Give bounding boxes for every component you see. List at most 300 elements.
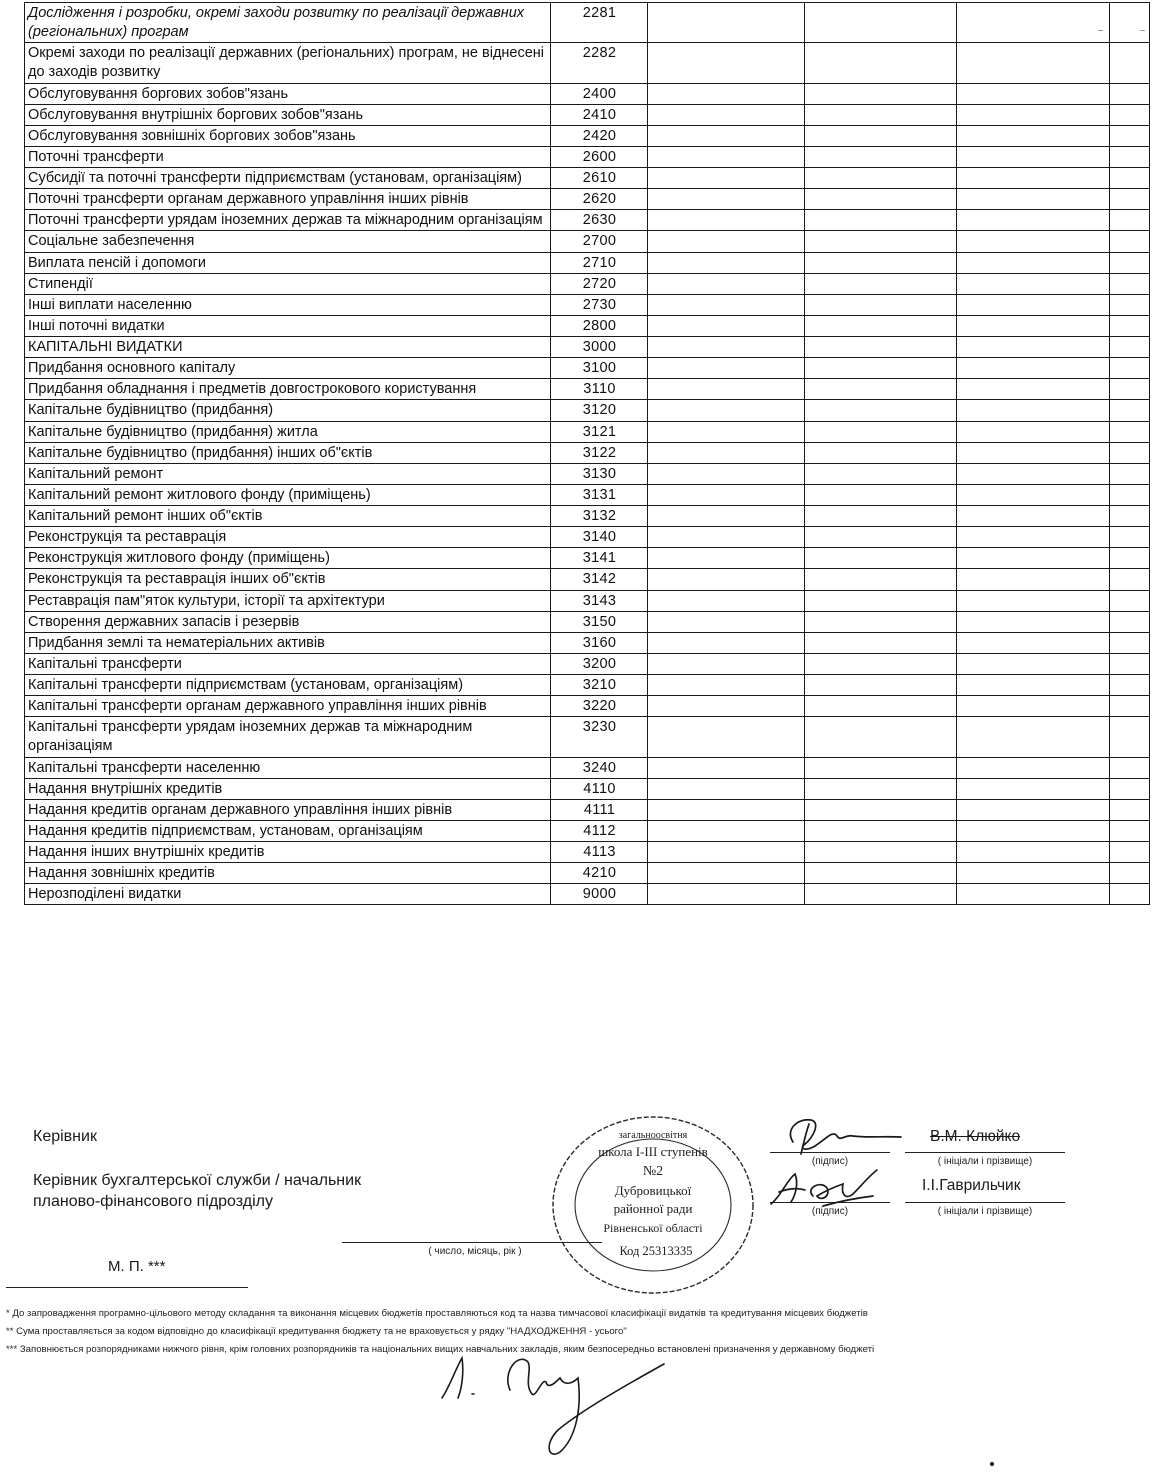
amount-cell	[957, 717, 1110, 757]
amount-cell	[1110, 168, 1150, 189]
amount-cell	[648, 717, 805, 757]
amount-cell	[648, 820, 805, 841]
row-code: 3230	[551, 717, 648, 757]
amount-cell	[648, 696, 805, 717]
amount-cell	[805, 125, 957, 146]
row-code: 3120	[551, 400, 648, 421]
amount-cell	[648, 400, 805, 421]
amount-cell	[1110, 717, 1150, 757]
head-signature	[775, 1112, 905, 1158]
amount-cell	[957, 884, 1110, 905]
amount-cell	[957, 210, 1110, 231]
accountant-title-line2: планово-фінансового підрозділу	[33, 1193, 273, 1210]
table-row	[25, 442, 1150, 463]
amount-cell	[957, 778, 1110, 799]
row-code: 3110	[551, 379, 648, 400]
row-code: 2282	[551, 43, 648, 83]
amount-cell	[1110, 442, 1150, 463]
amount-cell	[1110, 842, 1150, 863]
amount-cell	[805, 842, 957, 863]
row-code: 4111	[551, 799, 648, 820]
row-code: 3132	[551, 506, 648, 527]
table-row	[25, 421, 1150, 442]
amount-cell	[805, 884, 957, 905]
row-label: Соціальне забезпечення	[25, 231, 551, 252]
amount-cell	[648, 527, 805, 548]
row-label: Обслуговування зовнішніх боргових зобов"язань	[25, 125, 551, 146]
amount-cell	[957, 379, 1110, 400]
amount-cell	[805, 210, 957, 231]
amount-cell	[957, 820, 1110, 841]
table-row	[25, 210, 1150, 231]
row-label: Дослідження і розробки, окремі заходи розвитку по реалізації державних (регіональних) програм	[25, 3, 551, 43]
row-label: Субсидії та поточні трансферти підприємствам (установам, організаціям)	[25, 168, 551, 189]
amount-cell	[805, 189, 957, 210]
row-code: 4110	[551, 778, 648, 799]
stamp-line-5: районної ради	[613, 1201, 693, 1216]
amount-cell	[648, 569, 805, 590]
row-code: 3100	[551, 358, 648, 379]
amount-cell	[805, 231, 957, 252]
row-label: Нерозподілені видатки	[25, 884, 551, 905]
table-row	[25, 820, 1150, 841]
amount-cell	[957, 168, 1110, 189]
amount-cell	[805, 43, 957, 83]
row-label: Придбання землі та нематеріальних активів	[25, 632, 551, 653]
accountant-name-line	[905, 1202, 1065, 1203]
bottom-signature	[432, 1348, 672, 1466]
row-label: Поточні трансферти органам державного управління інших рівнів	[25, 189, 551, 210]
amount-cell	[957, 675, 1110, 696]
amount-cell	[957, 590, 1110, 611]
amount-cell	[648, 778, 805, 799]
table-row	[25, 717, 1150, 757]
amount-cell	[1110, 231, 1150, 252]
date-caption: ( число, місяць, рік )	[428, 1246, 522, 1257]
amount-cell	[957, 484, 1110, 505]
amount-cell	[805, 400, 957, 421]
amount-cell	[1110, 294, 1150, 315]
row-label: Стипендії	[25, 273, 551, 294]
row-label: Реконструкція житлового фонду (приміщень)	[25, 548, 551, 569]
accountant-signature	[765, 1166, 895, 1212]
table-row	[25, 632, 1150, 653]
table-row	[25, 168, 1150, 189]
footnote-2: ** Сума проставляється за кодом відповідно до класифікації кредитування бюджету та не враховується у рядку "НАДХОДЖЕННЯ - усього"	[6, 1326, 627, 1337]
amount-cell	[957, 463, 1110, 484]
amount-cell	[805, 379, 957, 400]
amount-cell	[1110, 653, 1150, 674]
amount-cell	[648, 189, 805, 210]
amount-cell	[957, 3, 1110, 43]
amount-cell	[805, 757, 957, 778]
row-code: 3240	[551, 757, 648, 778]
row-label: Створення державних запасів і резервів	[25, 611, 551, 632]
table-row	[25, 273, 1150, 294]
table-row	[25, 696, 1150, 717]
row-label: Капітальний ремонт житлового фонду (приміщень)	[25, 484, 551, 505]
table-row	[25, 252, 1150, 273]
table-row	[25, 294, 1150, 315]
row-code: 3210	[551, 675, 648, 696]
row-label: Поточні трансферти урядам іноземних держав та міжнародним організаціям	[25, 210, 551, 231]
row-label: Надання внутрішніх кредитів	[25, 778, 551, 799]
row-code: 3143	[551, 590, 648, 611]
row-label: Інші поточні видатки	[25, 315, 551, 336]
amount-cell	[957, 294, 1110, 315]
table-row	[25, 43, 1150, 83]
amount-cell	[957, 400, 1110, 421]
row-code: 4210	[551, 863, 648, 884]
head-name	[930, 1128, 1020, 1146]
row-code: 4113	[551, 842, 648, 863]
row-code: 2610	[551, 168, 648, 189]
amount-cell	[648, 379, 805, 400]
table-row	[25, 358, 1150, 379]
head-title: Керівник	[33, 1128, 97, 1145]
amount-cell	[957, 863, 1110, 884]
row-code: 3142	[551, 569, 648, 590]
amount-cell	[1110, 632, 1150, 653]
amount-cell	[1110, 463, 1150, 484]
amount-cell	[1110, 189, 1150, 210]
amount-cell	[957, 189, 1110, 210]
row-label: Надання кредитів підприємствам, установам, організаціям	[25, 820, 551, 841]
amount-cell	[1110, 506, 1150, 527]
amount-cell	[805, 146, 957, 167]
amount-cell	[1110, 104, 1150, 125]
amount-cell	[805, 3, 957, 43]
amount-cell	[648, 83, 805, 104]
table-row	[25, 799, 1150, 820]
amount-cell	[805, 653, 957, 674]
scan-speck	[990, 1462, 994, 1466]
expenditure-table-body	[25, 3, 1150, 905]
amount-cell	[805, 863, 957, 884]
seal-place-label: М. П. ***	[108, 1258, 166, 1275]
amount-cell	[648, 252, 805, 273]
amount-cell	[1110, 252, 1150, 273]
amount-cell	[648, 442, 805, 463]
amount-cell	[957, 632, 1110, 653]
amount-cell	[648, 506, 805, 527]
amount-cell	[648, 484, 805, 505]
amount-cell	[1110, 757, 1150, 778]
accountant-signature-caption: (підпис)	[811, 1206, 849, 1217]
amount-cell	[805, 590, 957, 611]
amount-cell	[1110, 146, 1150, 167]
amount-cell	[1110, 590, 1150, 611]
row-code: 2630	[551, 210, 648, 231]
amount-cell	[1110, 337, 1150, 358]
amount-cell	[805, 463, 957, 484]
amount-cell	[1110, 884, 1150, 905]
table-row	[25, 778, 1150, 799]
row-label: Реконструкція та реставрація інших об"єктів	[25, 569, 551, 590]
amount-cell	[957, 527, 1110, 548]
amount-cell	[1110, 527, 1150, 548]
row-code: 3131	[551, 484, 648, 505]
amount-cell	[1110, 569, 1150, 590]
row-label: Капітальне будівництво (придбання) інших об"єктів	[25, 442, 551, 463]
amount-cell	[648, 3, 805, 43]
amount-cell	[805, 611, 957, 632]
table-row	[25, 104, 1150, 125]
amount-cell	[957, 315, 1110, 336]
row-label: Обслуговування боргових зобов"язань	[25, 83, 551, 104]
table-row	[25, 146, 1150, 167]
row-label: Капітальні трансферти населенню	[25, 757, 551, 778]
amount-cell	[648, 168, 805, 189]
row-label: Капітальне будівництво (придбання)	[25, 400, 551, 421]
amount-cell	[648, 210, 805, 231]
table-row	[25, 884, 1150, 905]
stamp-line-3: №2	[642, 1164, 664, 1179]
row-label: Капітальні трансферти урядам іноземних держав та міжнародним організаціям	[25, 717, 551, 757]
table-row	[25, 842, 1150, 863]
amount-cell	[805, 273, 957, 294]
amount-cell	[805, 358, 957, 379]
row-code: 2620	[551, 189, 648, 210]
amount-cell	[1110, 3, 1150, 43]
amount-cell	[957, 611, 1110, 632]
row-label: Капітальний ремонт	[25, 463, 551, 484]
row-code: 2800	[551, 315, 648, 336]
table-row	[25, 757, 1150, 778]
amount-cell	[1110, 400, 1150, 421]
amount-cell	[1110, 611, 1150, 632]
row-code: 3122	[551, 442, 648, 463]
amount-cell	[805, 675, 957, 696]
table-row	[25, 484, 1150, 505]
amount-cell	[1110, 273, 1150, 294]
amount-cell	[957, 43, 1110, 83]
table-row	[25, 379, 1150, 400]
row-code: 3150	[551, 611, 648, 632]
table-row	[25, 83, 1150, 104]
amount-cell	[1110, 548, 1150, 569]
row-code: 3000	[551, 337, 648, 358]
amount-cell	[648, 315, 805, 336]
amount-cell	[957, 569, 1110, 590]
amount-cell	[648, 632, 805, 653]
table-row	[25, 863, 1150, 884]
table-row	[25, 231, 1150, 252]
amount-cell	[1110, 799, 1150, 820]
row-label: Надання зовнішніх кредитів	[25, 863, 551, 884]
amount-cell	[648, 884, 805, 905]
amount-cell	[957, 653, 1110, 674]
accountant-initials-caption: ( ініціали і прізвище)	[937, 1206, 1033, 1217]
amount-cell	[957, 757, 1110, 778]
amount-cell	[805, 294, 957, 315]
amount-cell	[957, 337, 1110, 358]
row-label: Виплата пенсій і допомоги	[25, 252, 551, 273]
row-code: 3200	[551, 653, 648, 674]
amount-cell	[957, 842, 1110, 863]
table-row	[25, 590, 1150, 611]
amount-cell	[648, 358, 805, 379]
amount-cell	[805, 632, 957, 653]
amount-cell	[805, 104, 957, 125]
row-label: Придбання основного капіталу	[25, 358, 551, 379]
amount-cell	[805, 527, 957, 548]
amount-cell	[1110, 358, 1150, 379]
table-row	[25, 653, 1150, 674]
amount-cell	[805, 252, 957, 273]
amount-cell	[1110, 315, 1150, 336]
table-row	[25, 315, 1150, 336]
amount-cell	[648, 863, 805, 884]
table-row	[25, 337, 1150, 358]
amount-cell	[1110, 820, 1150, 841]
row-code: 2720	[551, 273, 648, 294]
amount-cell	[805, 442, 957, 463]
row-code: 2400	[551, 83, 648, 104]
amount-cell	[805, 484, 957, 505]
row-label: КАПІТАЛЬНІ ВИДАТКИ	[25, 337, 551, 358]
amount-cell	[957, 146, 1110, 167]
stamp-line-6: Рівненської області	[603, 1221, 703, 1235]
table-row	[25, 675, 1150, 696]
amount-cell	[805, 778, 957, 799]
row-label: Реставрація пам"яток культури, історії та архітектури	[25, 590, 551, 611]
amount-cell	[1110, 83, 1150, 104]
table-row	[25, 569, 1150, 590]
row-label: Придбання обладнання і предметів довгострокового користування	[25, 379, 551, 400]
row-label: Капітальний ремонт інших об"єктів	[25, 506, 551, 527]
amount-cell	[648, 273, 805, 294]
amount-cell	[957, 421, 1110, 442]
table-row	[25, 463, 1150, 484]
stamp-line-4: Дубровицької	[614, 1183, 692, 1198]
row-code: 3220	[551, 696, 648, 717]
amount-cell	[805, 83, 957, 104]
amount-cell	[805, 799, 957, 820]
row-label: Капітальні трансферти підприємствам (установам, організаціям)	[25, 675, 551, 696]
row-code: 2710	[551, 252, 648, 273]
row-label: Окремі заходи по реалізації державних (регіональних) програм, не віднесені до заходів розвитку	[25, 43, 551, 83]
amount-cell	[805, 717, 957, 757]
head-signature-caption: (підпис)	[811, 1156, 849, 1167]
amount-cell	[805, 820, 957, 841]
table-row	[25, 506, 1150, 527]
amount-cell	[805, 569, 957, 590]
amount-cell	[957, 548, 1110, 569]
amount-cell	[648, 43, 805, 83]
row-code: 9000	[551, 884, 648, 905]
row-code: 4112	[551, 820, 648, 841]
amount-cell	[957, 273, 1110, 294]
footnote-3: *** Заповнюється розпорядниками нижчого рівня, крім головних розпорядників та національних вищих навчальних закладів, яким безпосередньо встановлені призначення у державному бюджеті	[6, 1344, 875, 1355]
row-label: Надання кредитів органам державного управління інших рівнів	[25, 799, 551, 820]
amount-cell	[648, 842, 805, 863]
scan-speck	[1098, 30, 1103, 31]
amount-cell	[648, 421, 805, 442]
amount-cell	[1110, 696, 1150, 717]
accountant-title-line1: Керівник бухгалтерської служби / начальник	[33, 1172, 362, 1189]
row-code: 2700	[551, 231, 648, 252]
stamp-code: Код 25313335	[619, 1244, 693, 1258]
table-row	[25, 189, 1150, 210]
school-stamp	[548, 1112, 758, 1298]
table-row	[25, 611, 1150, 632]
row-code: 2420	[551, 125, 648, 146]
footnote-1: * До запровадження програмно-цільового методу складання та виконання місцевих бюджетів проставляються код та назва тимчасової класифікації видатків та кредитування місцевих бюджетів	[6, 1308, 868, 1319]
amount-cell	[1110, 379, 1150, 400]
amount-cell	[805, 315, 957, 336]
row-code: 3141	[551, 548, 648, 569]
amount-cell	[805, 421, 957, 442]
amount-cell	[957, 799, 1110, 820]
row-label: Надання інших внутрішніх кредитів	[25, 842, 551, 863]
amount-cell	[805, 548, 957, 569]
amount-cell	[957, 125, 1110, 146]
amount-cell	[957, 104, 1110, 125]
amount-cell	[957, 506, 1110, 527]
amount-cell	[648, 231, 805, 252]
row-label: Інші виплати населенню	[25, 294, 551, 315]
row-label: Реконструкція та реставрація	[25, 527, 551, 548]
head-initials-caption: ( ініціали і прізвище)	[937, 1156, 1033, 1167]
amount-cell	[648, 653, 805, 674]
amount-cell	[648, 590, 805, 611]
amount-cell	[1110, 484, 1150, 505]
row-code: 3160	[551, 632, 648, 653]
amount-cell	[957, 442, 1110, 463]
amount-cell	[648, 294, 805, 315]
row-label: Капітальні трансферти	[25, 653, 551, 674]
table-row	[25, 125, 1150, 146]
table-row	[25, 548, 1150, 569]
row-code: 3121	[551, 421, 648, 442]
row-code: 2410	[551, 104, 648, 125]
amount-cell	[957, 83, 1110, 104]
expenditure-table	[24, 2, 1150, 905]
amount-cell	[648, 757, 805, 778]
amount-cell	[1110, 125, 1150, 146]
footnote-separator	[6, 1287, 248, 1288]
table-row	[25, 3, 1150, 43]
row-code: 3130	[551, 463, 648, 484]
amount-cell	[957, 358, 1110, 379]
stamp-line-2: школа І-ІІІ ступенів	[598, 1144, 708, 1159]
row-label: Капітальні трансферти органам державного управління інших рівнів	[25, 696, 551, 717]
row-code: 2600	[551, 146, 648, 167]
head-name-line	[905, 1152, 1065, 1153]
row-label: Капітальне будівництво (придбання) житла	[25, 421, 551, 442]
amount-cell	[957, 231, 1110, 252]
amount-cell	[1110, 43, 1150, 83]
amount-cell	[805, 506, 957, 527]
head-name-text: В.М. Клюйко	[930, 1128, 1021, 1145]
amount-cell	[648, 146, 805, 167]
amount-cell	[648, 337, 805, 358]
table-row	[25, 400, 1150, 421]
amount-cell	[648, 548, 805, 569]
amount-cell	[1110, 675, 1150, 696]
amount-cell	[1110, 778, 1150, 799]
row-code: 3140	[551, 527, 648, 548]
table-row	[25, 527, 1150, 548]
stamp-line-1: загальноосвітня	[618, 1130, 688, 1141]
amount-cell	[648, 611, 805, 632]
amount-cell	[957, 696, 1110, 717]
amount-cell	[805, 337, 957, 358]
amount-cell	[648, 675, 805, 696]
amount-cell	[1110, 210, 1150, 231]
scan-speck	[1140, 30, 1145, 31]
